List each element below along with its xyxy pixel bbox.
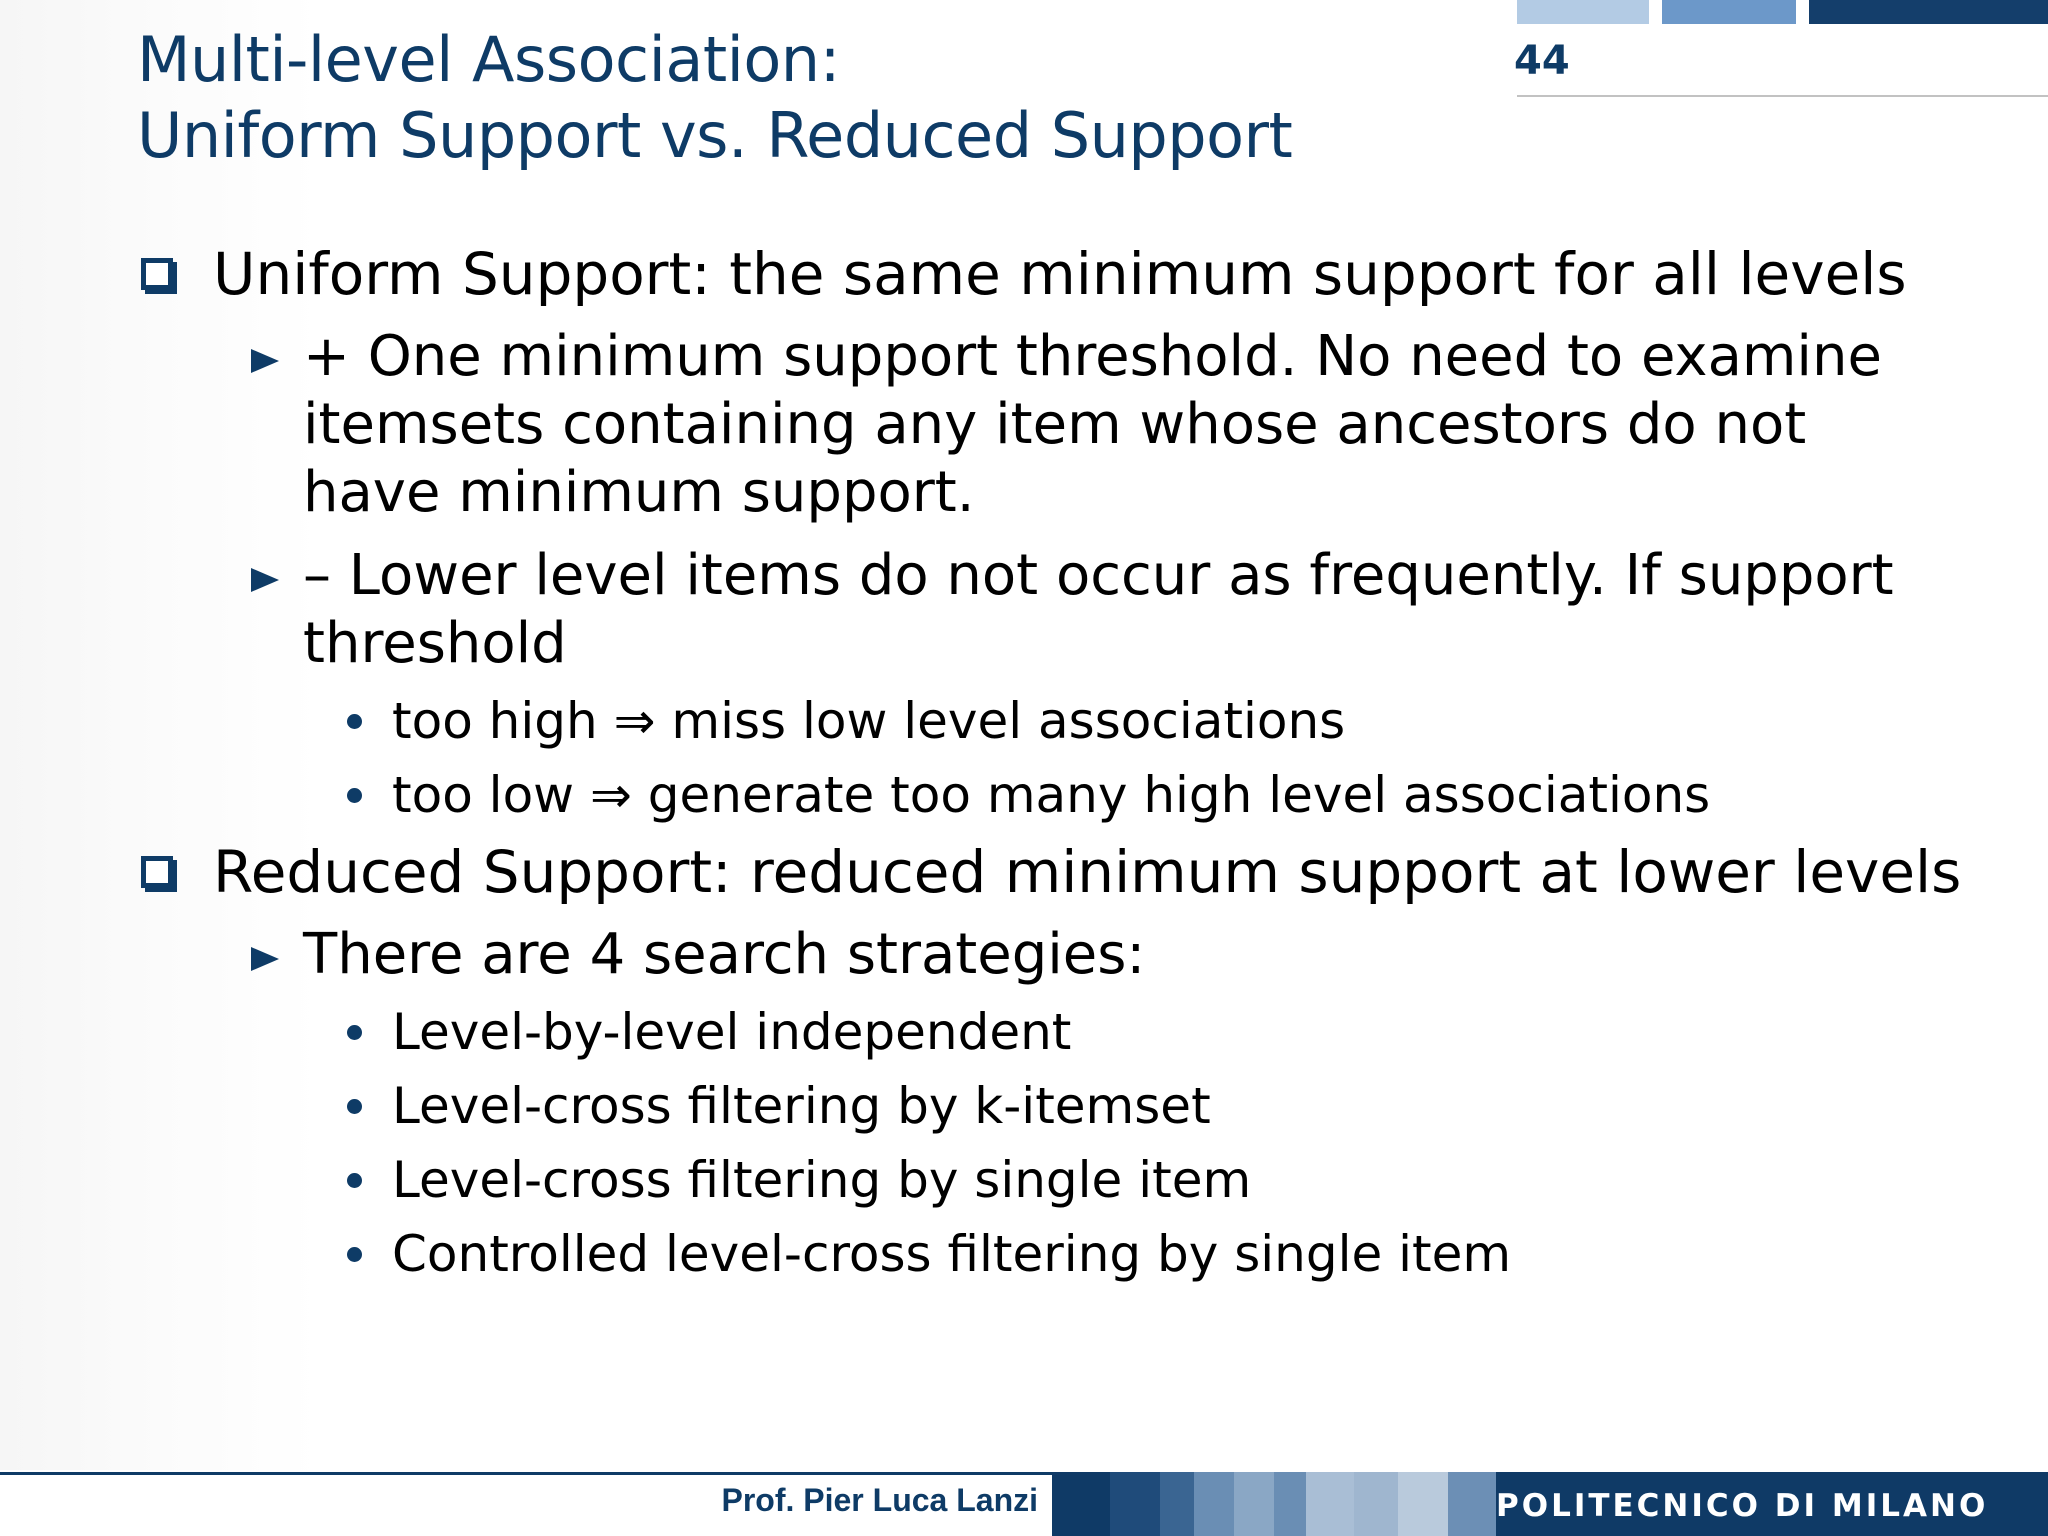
dot-bullet-icon [347, 788, 362, 803]
header-decor-dark [1809, 0, 2048, 24]
arrow-bullet-icon [251, 347, 279, 375]
title-line-1: Multi-level Association: [137, 23, 840, 96]
title-line-2: Uniform Support vs. Reduced Support [137, 99, 1293, 172]
square-bullet-icon [141, 856, 173, 888]
slide-title [137, 22, 1292, 174]
dot-bullet-icon [347, 1099, 362, 1114]
too-low-item: too low ⇒ generate too many high level associations [392, 766, 1711, 824]
strategy-item: Level-cross filtering by single item [392, 1151, 1252, 1209]
dot-bullet-icon [347, 714, 362, 729]
dot-bullet-icon [347, 1173, 362, 1188]
uniform-pro-line-1: + One minimum support threshold. No need to examine [303, 324, 1882, 389]
dot-bullet-icon [347, 1025, 362, 1040]
page-number: 44 [1514, 38, 1570, 84]
uniform-con-line-2: threshold [303, 611, 567, 676]
uniform-pro-line-3: have minimum support. [303, 460, 975, 525]
header-decor-light [1517, 0, 1649, 24]
footer-author: Prof. Pier Luca Lanzi [721, 1482, 1038, 1518]
strategy-item: Level-by-level independent [392, 1003, 1072, 1061]
uniform-con-line-1: – Lower level items do not occur as frequently. If support [303, 543, 1894, 608]
header-rule [1517, 95, 2048, 97]
dot-bullet-icon [347, 1247, 362, 1262]
reduced-support-heading: Reduced Support: reduced minimum support at lower levels [213, 838, 1962, 906]
too-high-item: too high ⇒ miss low level associations [392, 692, 1346, 750]
square-bullet-icon [141, 258, 173, 290]
uniform-support-heading: Uniform Support: the same minimum support for all levels [213, 240, 1907, 308]
arrow-bullet-icon [251, 945, 279, 973]
arrow-bullet-icon [251, 566, 279, 594]
strategy-item: Controlled level-cross filtering by single item [392, 1225, 1512, 1283]
strategies-intro: There are 4 search strategies: [303, 922, 1146, 987]
uniform-pro-line-2: itemsets containing any item whose ancestors do not [303, 392, 1807, 457]
footer-institution-logo: POLITECNICO DI MILANO [1496, 1488, 1989, 1524]
header-decor-mid [1662, 0, 1796, 24]
strategy-item: Level-cross filtering by k-itemset [392, 1077, 1211, 1135]
